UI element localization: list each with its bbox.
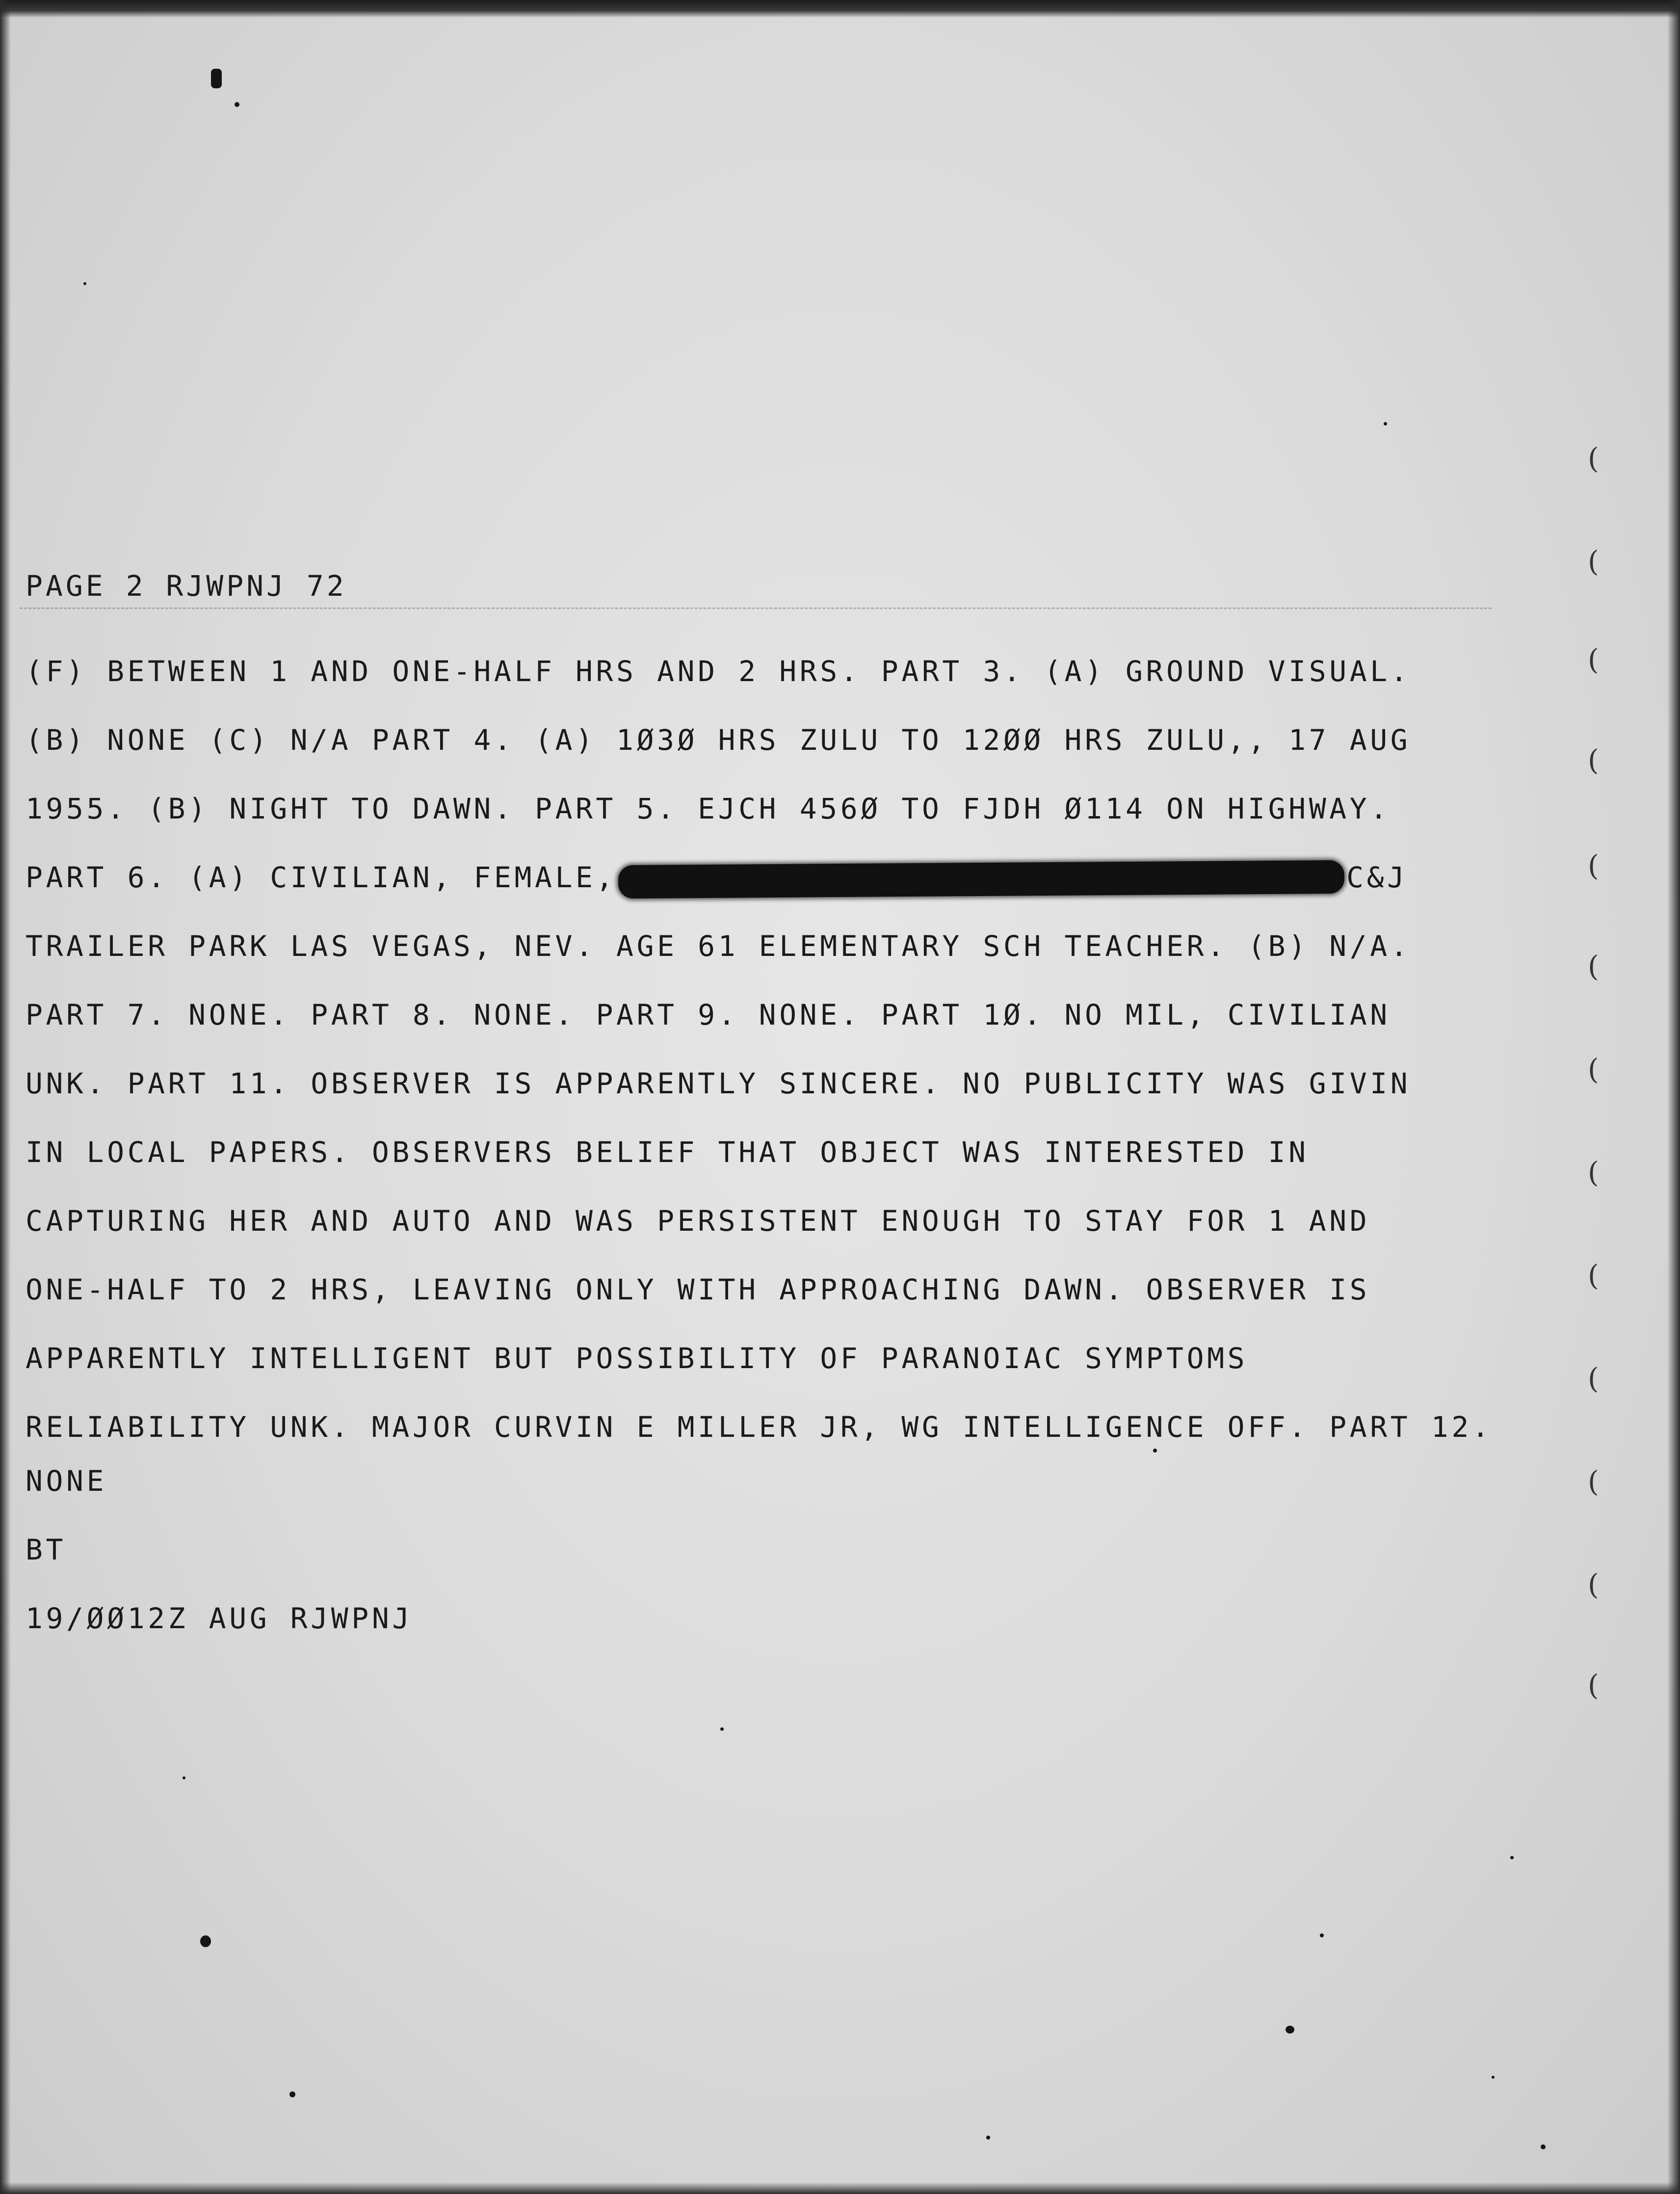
sprocket-mark: ( — [1588, 950, 1599, 983]
scan-speck — [720, 1727, 724, 1731]
scan-edge-bottom — [0, 2182, 1680, 2194]
trailer-line: 19/ØØ12Z AUG RJWPNJ — [26, 1602, 413, 1635]
scan-speck — [1384, 422, 1387, 425]
body-line-part: PART 6. (A) CIVILIAN, FEMALE, — [26, 861, 617, 894]
scan-speck — [1153, 1449, 1157, 1453]
body-line: RELIABILITY UNK. MAJOR CURVIN E MILLER JR, WG INTELLIGENCE OFF. PART 12. — [26, 1410, 1493, 1444]
sprocket-mark: ( — [1588, 1668, 1599, 1702]
body-line: (F) BETWEEN 1 AND ONE-HALF HRS AND 2 HRS. PART 3. (A) GROUND VISUAL. — [26, 655, 1411, 688]
body-line-redacted — [26, 843, 1586, 912]
sprocket-mark: ( — [1588, 1053, 1599, 1086]
body-line: UNK. PART 11. OBSERVER IS APPARENTLY SINCERE. NO PUBLICITY WAS GIVIN — [26, 1067, 1411, 1100]
scan-speck — [1510, 1856, 1514, 1859]
body-line-part: C&J — [1346, 861, 1408, 894]
sprocket-mark: ( — [1588, 643, 1599, 676]
body-line: TRAILER PARK LAS VEGAS, NEV. AGE 61 ELEMENTARY SCH TEACHER. (B) N/A. — [26, 929, 1411, 963]
scan-speck — [1492, 2076, 1495, 2079]
body-line: IN LOCAL PAPERS. OBSERVERS BELIEF THAT OBJECT WAS INTERESTED IN — [26, 1136, 1309, 1169]
sprocket-mark: ( — [1588, 442, 1599, 475]
scan-speck — [83, 282, 86, 285]
scan-edge-top — [0, 0, 1680, 18]
redaction-mark — [618, 860, 1344, 899]
body-line: CAPTURING HER AND AUTO AND WAS PERSISTENT ENOUGH TO STAY FOR 1 AND — [26, 1204, 1370, 1238]
sprocket-mark: ( — [1588, 743, 1599, 777]
scan-speck — [183, 1776, 185, 1779]
scan-speck — [1320, 1933, 1324, 1937]
header-divider — [20, 608, 1492, 609]
scan-speck — [211, 69, 222, 88]
sprocket-mark: ( — [1588, 545, 1599, 578]
body-line: APPARENTLY INTELLIGENT BUT POSSIBILITY OF PARANOIAC SYMPTOMS — [26, 1342, 1248, 1375]
scan-speck — [1541, 2144, 1546, 2149]
sprocket-mark: ( — [1588, 1362, 1599, 1395]
message-trailer — [26, 1447, 413, 1653]
sprocket-mark: ( — [1588, 1568, 1599, 1601]
trailer-line: NONE — [26, 1464, 107, 1498]
trailer-line: BT — [26, 1533, 67, 1566]
sprocket-mark: ( — [1588, 1465, 1599, 1498]
sprocket-mark: ( — [1588, 1156, 1599, 1189]
scan-speck — [1286, 2026, 1294, 2034]
body-line: 1955. (B) NIGHT TO DAWN. PART 5. EJCH 456Ø TO FJDH Ø114 ON HIGHWAY. — [26, 792, 1391, 825]
page-header: PAGE 2 RJWPNJ 72 — [26, 569, 347, 603]
scan-speck — [200, 1935, 211, 1947]
scan-edge-right — [1667, 0, 1680, 2194]
scan-speck — [986, 2136, 990, 2140]
scan-edge-left — [0, 0, 11, 2194]
body-line: ONE-HALF TO 2 HRS, LEAVING ONLY WITH APPROACHING DAWN. OBSERVER IS — [26, 1273, 1370, 1306]
body-line: PART 7. NONE. PART 8. NONE. PART 9. NONE. PART 1Ø. NO MIL, CIVILIAN — [26, 998, 1391, 1031]
scan-speck — [289, 2091, 295, 2097]
message-body — [26, 637, 1586, 1461]
sprocket-mark: ( — [1588, 1259, 1599, 1292]
scan-speck — [235, 102, 239, 107]
body-line: (B) NONE (C) N/A PART 4. (A) 1Ø3Ø HRS ZULU TO 12ØØ HRS ZULU,, 17 AUG — [26, 723, 1411, 757]
bleed-through-text — [981, 471, 1003, 507]
sprocket-mark: ( — [1588, 849, 1599, 882]
